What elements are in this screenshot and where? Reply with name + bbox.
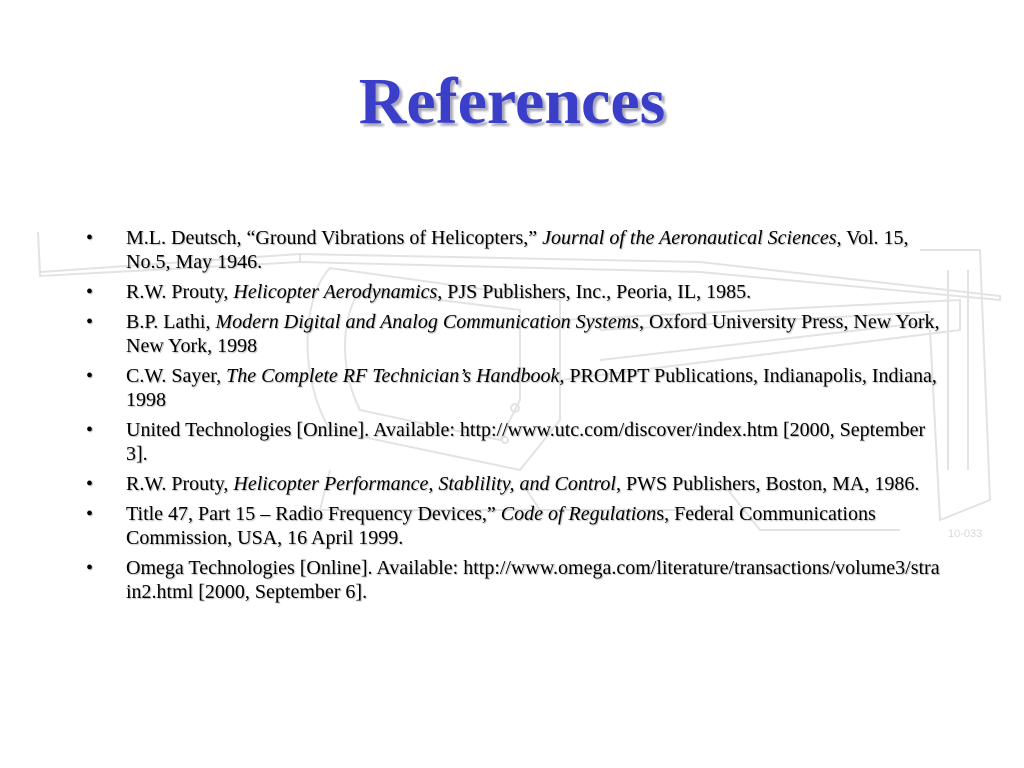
list-item [86, 280, 941, 304]
reference-text: R.W. Prouty, [126, 281, 234, 303]
list-item [86, 556, 941, 604]
reference-title: Modern Digital and Analog Communication Systems [215, 311, 639, 333]
list-item [86, 226, 941, 274]
bullet: • [86, 503, 94, 525]
reference-text: Title 47, Part 15 – Radio Frequency Devices,” [126, 503, 501, 525]
reference-title: Helicopter Aerodynamics [233, 281, 438, 303]
reference-text: , Vol. 15, No.5, May 1946. [126, 227, 909, 273]
bullet: • [86, 473, 94, 495]
reference-text: M.L. Deutsch, “Ground Vibrations of Helicopters,” [126, 227, 543, 249]
watermark-label: 10-033 [948, 528, 983, 540]
reference-text: PROMPT Publications, Indianapolis, Indiana, 1998 [126, 365, 937, 411]
bullet: • [86, 281, 94, 303]
bullet: • [86, 227, 94, 249]
list-item [86, 502, 941, 550]
bullet: • [86, 557, 94, 579]
reference-text: B.P. Lathi, [126, 311, 216, 333]
reference-text: , PWS Publishers, Boston, MA, 1986. [615, 473, 920, 495]
reference-title: Helicopter Performance, Stablility, and Control [233, 473, 616, 495]
list-item [86, 310, 941, 358]
list-item [86, 418, 941, 466]
list-item [86, 472, 941, 496]
references-list [86, 226, 941, 610]
list-item [86, 364, 941, 412]
bullet: • [86, 419, 94, 441]
reference-text: Omega Technologies [Online]. Available: http://www.omega.com/literature/transactions/volume3/strain2.html [2000, September 6]. [126, 557, 940, 603]
reference-title: Code of Regulation [500, 503, 657, 525]
reference-title: Journal of the Aeronautical Sciences [542, 227, 837, 249]
reference-text: C.W. Sayer, [126, 365, 227, 387]
page-title: References [358, 65, 666, 138]
reference-text: s, Federal Communications Commission, USA, 16 April 1999. [126, 503, 876, 549]
bullet: • [86, 311, 94, 333]
reference-title: The Complete RF Technician’s Handbook, [226, 365, 565, 387]
reference-text: , Oxford University Press, New York, New York, 1998 [126, 311, 940, 357]
reference-text: United Technologies [Online]. Available: http://www.utc.com/discover/index.htm [2000, September 3]. [126, 419, 926, 465]
reference-text: R.W. Prouty, [126, 473, 234, 495]
bullet: • [86, 365, 94, 387]
reference-text: , PJS Publishers, Inc., Peoria, IL, 1985. [437, 281, 752, 303]
